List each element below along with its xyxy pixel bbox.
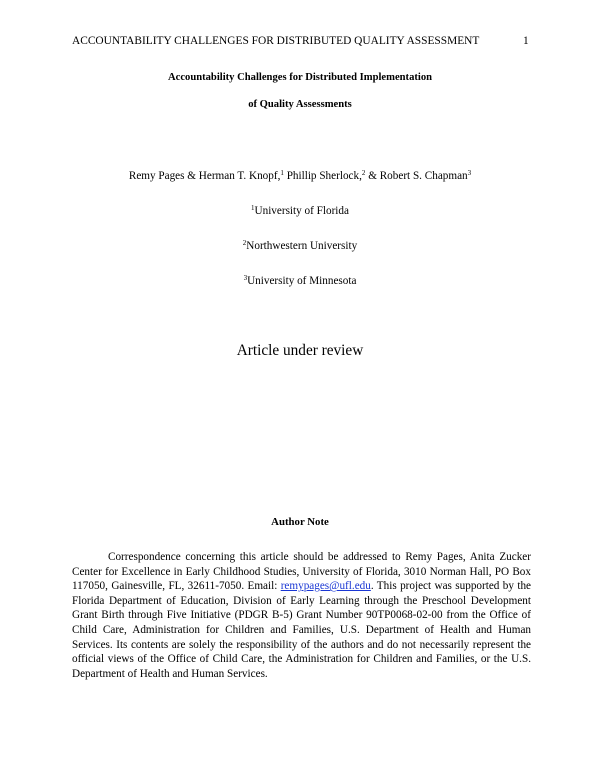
author-1-affiliation-mark: 1 <box>280 169 284 177</box>
email-link[interactable]: remypages@ufl.edu <box>280 580 371 593</box>
author-note-heading: Author Note <box>271 516 329 528</box>
author-3-affiliation-mark: 3 <box>467 169 472 177</box>
affiliation-mark: 1 <box>251 204 255 212</box>
affiliation-mark: 3 <box>243 274 248 282</box>
author-note-text-2: . This project was supported by the Florida Department of Education, Division of Early Learning through the Preschool Development Grant Birth through Five Initiative (PDGR B-5) Grant Number 90TP0068-02-00 from the Office of Child Care, Administration for Children and Families, U.S. Department of Health and Human Services. Its contents are solely the responsibility of the authors and do not necessarily represent the official views of the Office of Child Care, the Administration for Children and Families, or the U.S. Department of Health and Human Services. <box>72 580 532 680</box>
author-2: Phillip Sherlock, <box>283 170 362 182</box>
author-3: & Robert S. Chapman <box>365 170 468 182</box>
author-list <box>0 170 600 182</box>
author-note-text-1: Correspondence concerning this article should be addressed to Remy Pages, Anita Zucker Center for Excellence in Early Childhood Studies, University of Florida, 3010 Norman Hall, PO Box 117050, Gainesville, FL, 32611-7050. Email: <box>72 551 531 593</box>
affiliation-mark: 2 <box>242 239 247 247</box>
page-number: 1 <box>523 35 529 47</box>
title-line-2: of Quality Assessments <box>248 99 352 110</box>
author-2-affiliation-mark: 2 <box>361 169 366 177</box>
affiliation-name: Northwestern University <box>246 240 358 252</box>
author-1: Remy Pages & Herman T. Knopf, <box>128 170 281 182</box>
review-status: Article under review <box>236 342 364 359</box>
affiliation-name: University of Florida <box>254 205 349 217</box>
affiliation-3 <box>0 275 600 287</box>
title-line-1: Accountability Challenges for Distributed Implementation <box>167 72 433 83</box>
affiliation-1 <box>0 205 600 217</box>
author-note-body <box>72 550 531 681</box>
affiliation-2 <box>0 240 600 252</box>
running-head: ACCOUNTABILITY CHALLENGES FOR DISTRIBUTED QUALITY ASSESSMENT <box>72 35 480 47</box>
affiliation-name: University of Minnesota <box>247 275 357 287</box>
